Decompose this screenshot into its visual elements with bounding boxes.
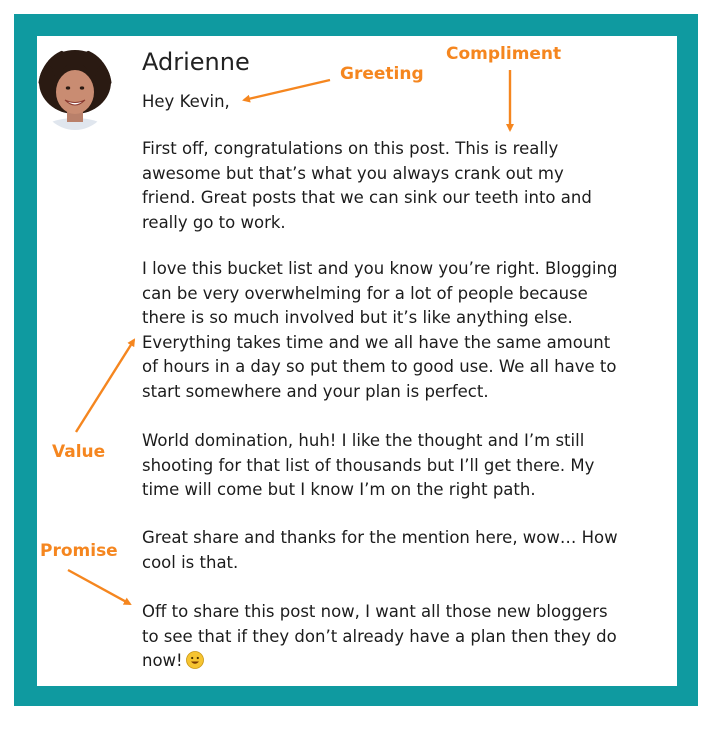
comment-greeting: Hey Kevin,	[142, 92, 230, 111]
comment-paragraph-compliment: First off, congratulations on this post. This is really awesome but that’s what you always crank out my friend. Great posts that we can sink our teeth into and really go to work.	[142, 139, 592, 232]
commenter-name: Adrienne	[142, 48, 250, 76]
comment-paragraph-domination: World domination, huh! I like the thought and I’m still shooting for that list of thousands but I’ll get there. My time will come but I know I’m on the right path.	[142, 431, 595, 500]
annotation-promise: Promise	[40, 541, 118, 561]
comment-paragraph-promise	[142, 600, 620, 674]
woman-portrait-avatar-icon	[38, 48, 112, 130]
annotation-greeting: Greeting	[340, 64, 424, 84]
comment-paragraph-value: I love this bucket list and you know you’re right. Blogging can be very overwhelming for a lot of people because there is so much involved but it’s like anything else. Everything takes time and we all have the same amount of hours in a day so put them to good use. We all have to start somewhere and your plan is perfect.	[142, 259, 618, 401]
annotation-value: Value	[52, 442, 106, 462]
promise-text: Off to share this post now, I want all those new bloggers to see that if they don’t already have a plan then they do now!	[142, 602, 617, 671]
annotation-compliment: Compliment	[446, 44, 562, 64]
comment-paragraph-thanks: Great share and thanks for the mention here, wow… How cool is that.	[142, 528, 618, 572]
smiley-face-icon	[186, 651, 204, 669]
avatar	[38, 48, 112, 130]
